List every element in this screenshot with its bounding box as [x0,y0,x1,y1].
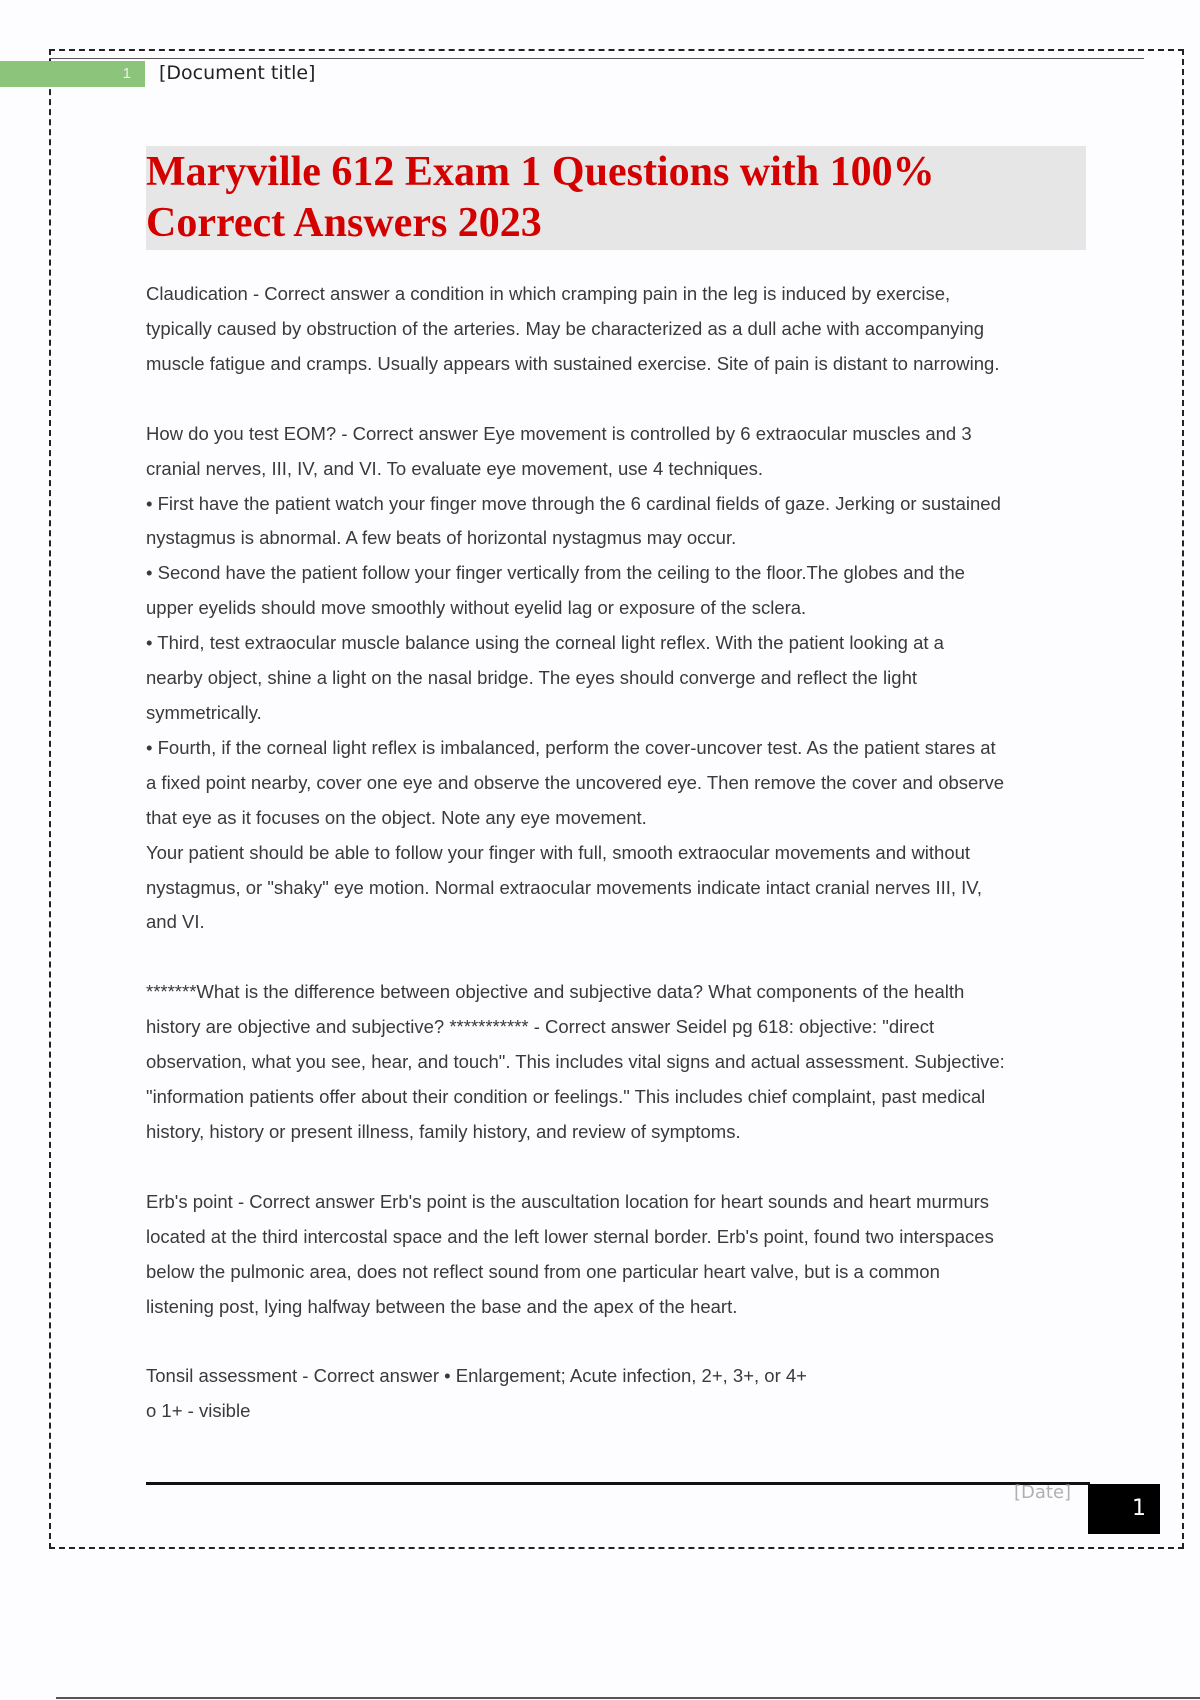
text-line: • Second have the patient follow your finger vertically from the ceiling to the floor.The globes and the [146,562,965,584]
header-rule [49,58,1144,59]
paragraph [146,277,1091,382]
text-line: symmetrically. [146,701,262,723]
text-line: listening post, lying halfway between the base and the apex of the heart. [146,1295,738,1317]
footer-date[interactable]: [Date] [1014,1482,1072,1503]
paragraph-gap [146,1324,1091,1359]
document-body [146,277,1091,1429]
text-line: history, history or present illness, family history, and review of symptoms. [146,1120,741,1142]
text-line: a fixed point nearby, cover one eye and observe the uncovered eye. Then remove the cover and observe [146,771,1005,793]
text-line: o 1+ - visible [146,1400,251,1422]
page-title [146,146,1086,249]
text-line: Erb's point - Correct answer Erb's point is the auscultation location for heart sounds and heart murmurs [146,1190,990,1212]
text-line: nearby object, shine a light on the nasal bridge. The eyes should converge and reflect the light [146,667,917,689]
text-line: below the pulmonic area, does not reflect sound from one particular heart valve, but is a common [146,1260,940,1282]
text-line: • First have the patient watch your finger move through the 6 cardinal fields of gaze. Jerking or sustained [146,492,1001,514]
paragraph-gap [146,940,1091,975]
text-line: and VI. [146,911,205,933]
paragraph [146,1185,1091,1325]
text-line: • Fourth, if the corneal light reflex is imbalanced, perform the cover-uncover test. As the patient stares at [146,736,996,758]
document-title[interactable]: [Document title] [159,62,316,84]
paragraph [146,1359,1091,1429]
text-line: *******What is the difference between objective and subjective data? What components of the health [146,981,965,1003]
footer-page-number: 1 [1132,1496,1146,1521]
text-line: • Third, test extraocular muscle balance using the corneal light reflex. With the patient looking at a [146,632,944,654]
next-page-edge [56,1697,1200,1699]
header-page-number: 1 [122,65,131,82]
paragraph-gap [146,382,1091,417]
title-line-1: Maryville 612 Exam 1 Questions with 100% [146,149,935,195]
text-line: How do you test EOM? - Correct answer Eye movement is controlled by 6 extraocular muscles and 3 [146,422,972,444]
paragraph [146,417,1091,941]
text-line: cranial nerves, III, IV, and VI. To evaluate eye movement, use 4 techniques. [146,457,764,479]
text-line: "information patients offer about their condition or feelings." This includes chief complaint, past medical [146,1086,986,1108]
text-line: Tonsil assessment - Correct answer • Enlargement; Acute infection, 2+, 3+, or 4+ [146,1365,807,1387]
title-box [146,146,1086,250]
text-line: observation, what you see, hear, and touch". This includes vital signs and actual assessment. Subjective: [146,1051,1005,1073]
text-line: history are objective and subjective? *********** - Correct answer Seidel pg 618: objective: "direct [146,1016,935,1038]
text-line: Claudication - Correct answer a condition in which cramping pain in the leg is induced by exercise, [146,283,951,304]
text-line: upper eyelids should move smoothly without eyelid lag or exposure of the sclera. [146,597,807,619]
footer-rule [146,1482,1090,1485]
title-line-2: Correct Answers 2023 [146,200,542,246]
paragraph [146,975,1091,1150]
text-line: nystagmus, or "shaky" eye motion. Normal extraocular movements indicate intact cranial nerves III, IV, [146,876,983,898]
header-page-tab [0,61,145,87]
text-line: nystagmus is abnormal. A few beats of horizontal nystagmus may occur. [146,527,737,549]
text-line: Your patient should be able to follow your finger with full, smooth extraocular movements and without [146,841,971,863]
footer-page-box [1088,1484,1160,1534]
text-line: that eye as it focuses on the object. Note any eye movement. [146,806,647,828]
text-line: typically caused by obstruction of the arteries. May be characterized as a dull ache with accompanying [146,317,985,339]
text-line: muscle fatigue and cramps. Usually appears with sustained exercise. Site of pain is distant to narrowing. [146,352,1000,374]
paragraph-gap [146,1150,1091,1185]
text-line: located at the third intercostal space and the left lower sternal border. Erb's point, found two interspaces [146,1225,994,1247]
